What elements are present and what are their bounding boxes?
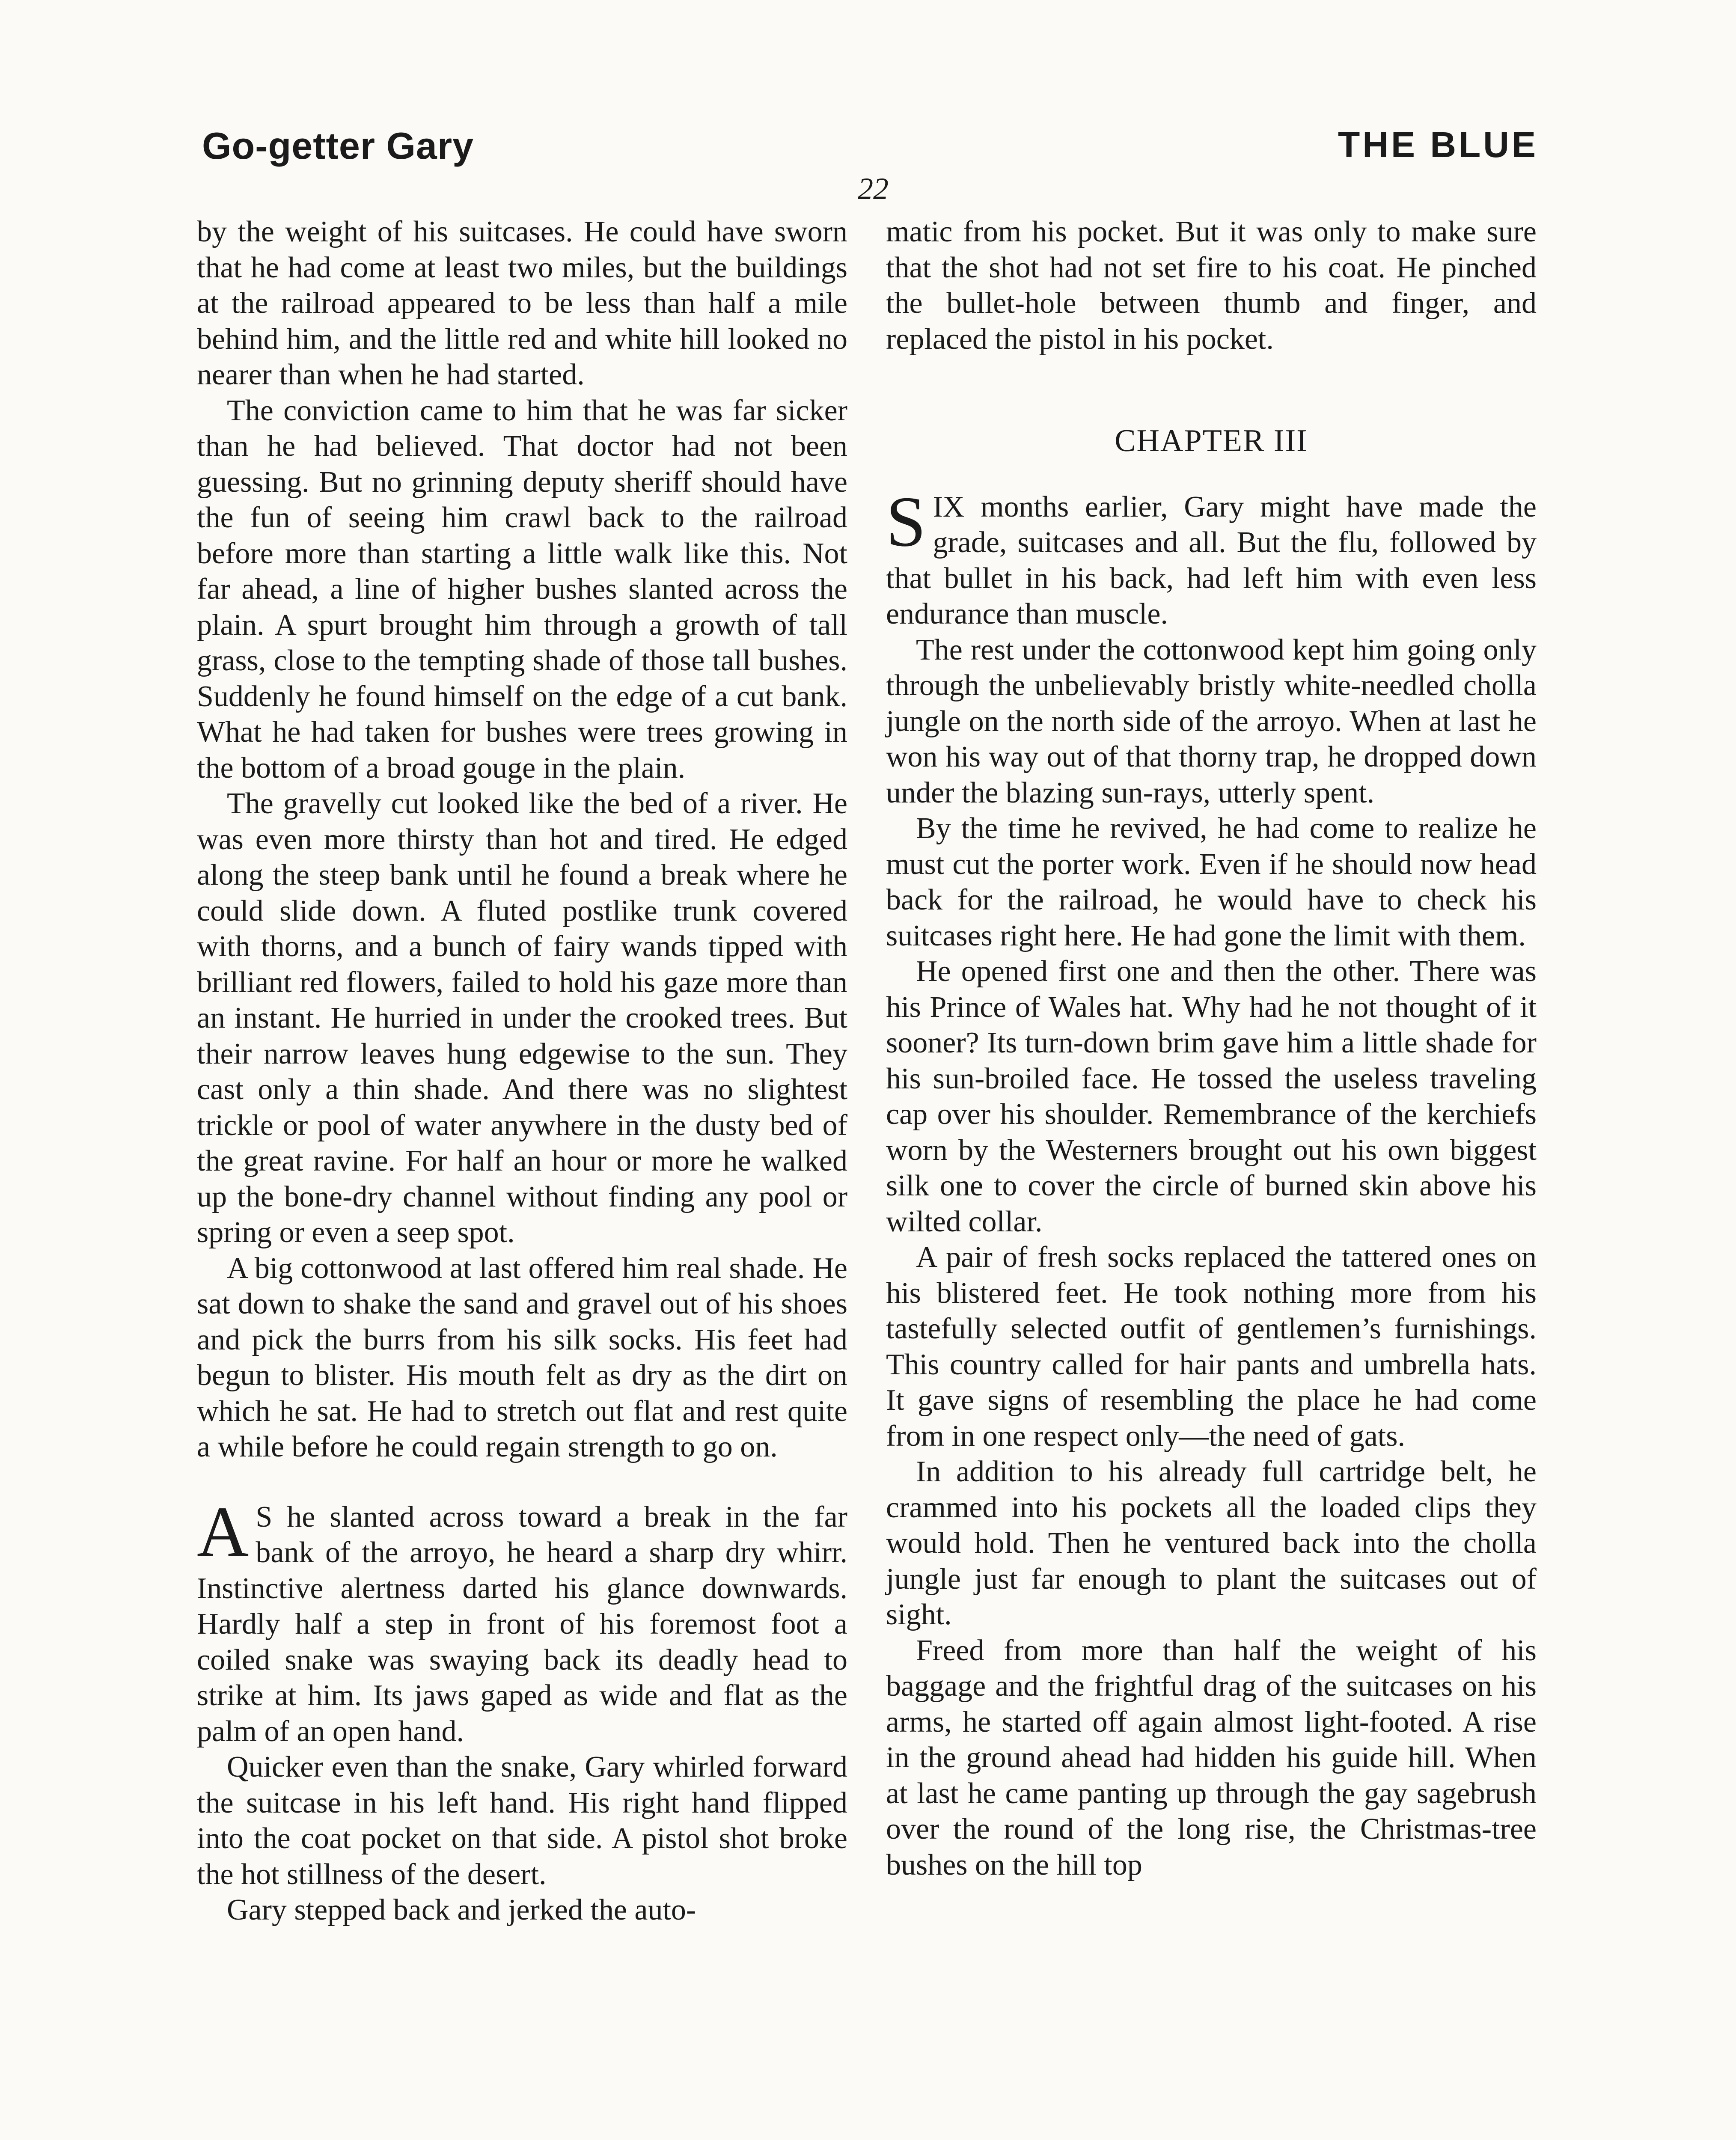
paragraph: Freed from more than half the weight of his baggage and the frightful drag of the suitcases on his arms, he started off again almost light-footed. A rise in the ground ahead had hidden his guide hill. When at last he came panting up through the gay sagebrush over the round of the long rise, the Christmas-tree bushes on the hill top [886, 1634, 1537, 1881]
section-break [197, 1465, 847, 1499]
paragraph: The rest under the cottonwood kept him going only through the unbelievably bristly white-needled cholla jungle on the north side of the arroyo. When at last he won his way out of that thorny trap, he dropped down under the blazing sun-rays, utterly spent. [886, 633, 1537, 809]
paragraph: The gravelly cut looked like the bed of a river. He was even more thirsty than hot and tired. He edged along the steep bank until he found a break where he could slide down. A fluted postlike trunk covered with thorns, and a bunch of fairy wands tipped with brilliant red flowers, failed to hold his gaze more than an instant. He hurried in under the crooked trees. But their narrow leaves hung edgewise to the sun. They cast only a thin shade. And there was no slightest trickle or pool of water anywhere in the dusty bed of the great ravine. For half an hour or more he walked up the bone-dry channel without finding any pool or spring or even a seep spot. [197, 787, 847, 1249]
paragraph: by the weight of his suitcases. He could have sworn that he had come at least two miles, but the buildings at the railroad appeared to be less than half a mile behind him, and the little red and white hill looked no nearer than when he had started. [197, 215, 847, 391]
drop-cap: A [197, 1492, 249, 1572]
running-title: Go-getter Gary [202, 125, 474, 167]
section-lead-text: S he slanted across toward a break in the far bank of the arroyo, he heard a sharp dry whirr. Instinctive alertness darted his glance downwards. Hardly half a step in front of his foremost foot a coiled snake was swaying back its deadly head to strike at him. Its jaws gaped as wide and flat as the palm of an open hand. [197, 1500, 847, 1748]
paragraph: He opened first one and then the other. There was his Prince of Wales hat. Why had he not thought of it sooner? Its turn-down brim gave him a little shade for his sun-broiled face. He tossed the useless traveling cap over his shoulder. Remembrance of the kerchiefs worn by the Westerners brought out his own biggest silk one to cover the circle of burned skin above his wilted collar. [886, 955, 1537, 1238]
chapter-lead-paragraph [886, 482, 1537, 632]
paragraph: By the time he revived, he had come to realize he must cut the porter work. Even if he should now head back for the railroad, he would have to check his suitcases right here. He had gone the limit with them. [886, 812, 1537, 952]
paragraph: Quicker even than the snake, Gary whirled forward the suitcase in his left hand. His right hand flipped into the coat pocket on that side. A pistol shot broke the hot stillness of the desert. [197, 1751, 847, 1891]
magazine-name: THE BLUE [1338, 125, 1538, 165]
paragraph: The conviction came to him that he was far sicker than he had believed. That doctor had not been guessing. But no grinning deputy sheriff should have the fun of seeing him crawl back to the railroad before more than starting a little walk like this. Not far ahead, a line of higher bushes slanted across the plain. A spurt brought him through a growth of tall grass, close to the tempting shade of those tall bushes. Suddenly he found himself on the edge of a cut bank. What he had taken for bushes were trees growing in the bottom of a broad gouge in the plain. [197, 394, 847, 785]
paragraph: In addition to his already full cartridge belt, he crammed into his pockets all the loaded clips they would hold. Then he ventured back into the cholla jungle just far enough to plant the suitcases out of sight. [886, 1455, 1537, 1631]
page-number: 22 [858, 172, 889, 206]
paragraph: A pair of fresh socks replaced the tattered ones on his blistered feet. He took nothing more from his tastefully selected outfit of gentlemen’s furnishings. This country called for hair pants and umbrella hats. It gave signs of resembling the place he had come from in one respect only—the need of gats. [886, 1241, 1537, 1453]
chapter-lead-text: IX months earlier, Gary might have made the grade, suitcases and all. But the flu, followed by that bullet in his back, had left him with even less endurance than muscle. [886, 490, 1537, 630]
paragraph: Gary stepped back and jerked the auto- [227, 1893, 696, 1926]
section-lead-paragraph [197, 1492, 847, 1750]
left-column [197, 214, 847, 1928]
right-column [886, 214, 1537, 1883]
paragraph: matic from his pocket. But it was only to make sure that the shot had not set fire to his coat. He pinched the bullet-hole between thumb and finger, and replaced the pistol in his pocket. [886, 215, 1537, 356]
paragraph: A big cottonwood at last offered him real shade. He sat down to shake the sand and gravel out of his shoes and pick the burrs from his silk socks. His feet had begun to blister. His mouth felt as dry as the dirt on which he sat. He had to stretch out flat and rest quite a while before he could regain strength to go on. [197, 1251, 847, 1463]
drop-cap: S [886, 482, 926, 562]
chapter-heading: CHAPTER III [1115, 423, 1308, 458]
